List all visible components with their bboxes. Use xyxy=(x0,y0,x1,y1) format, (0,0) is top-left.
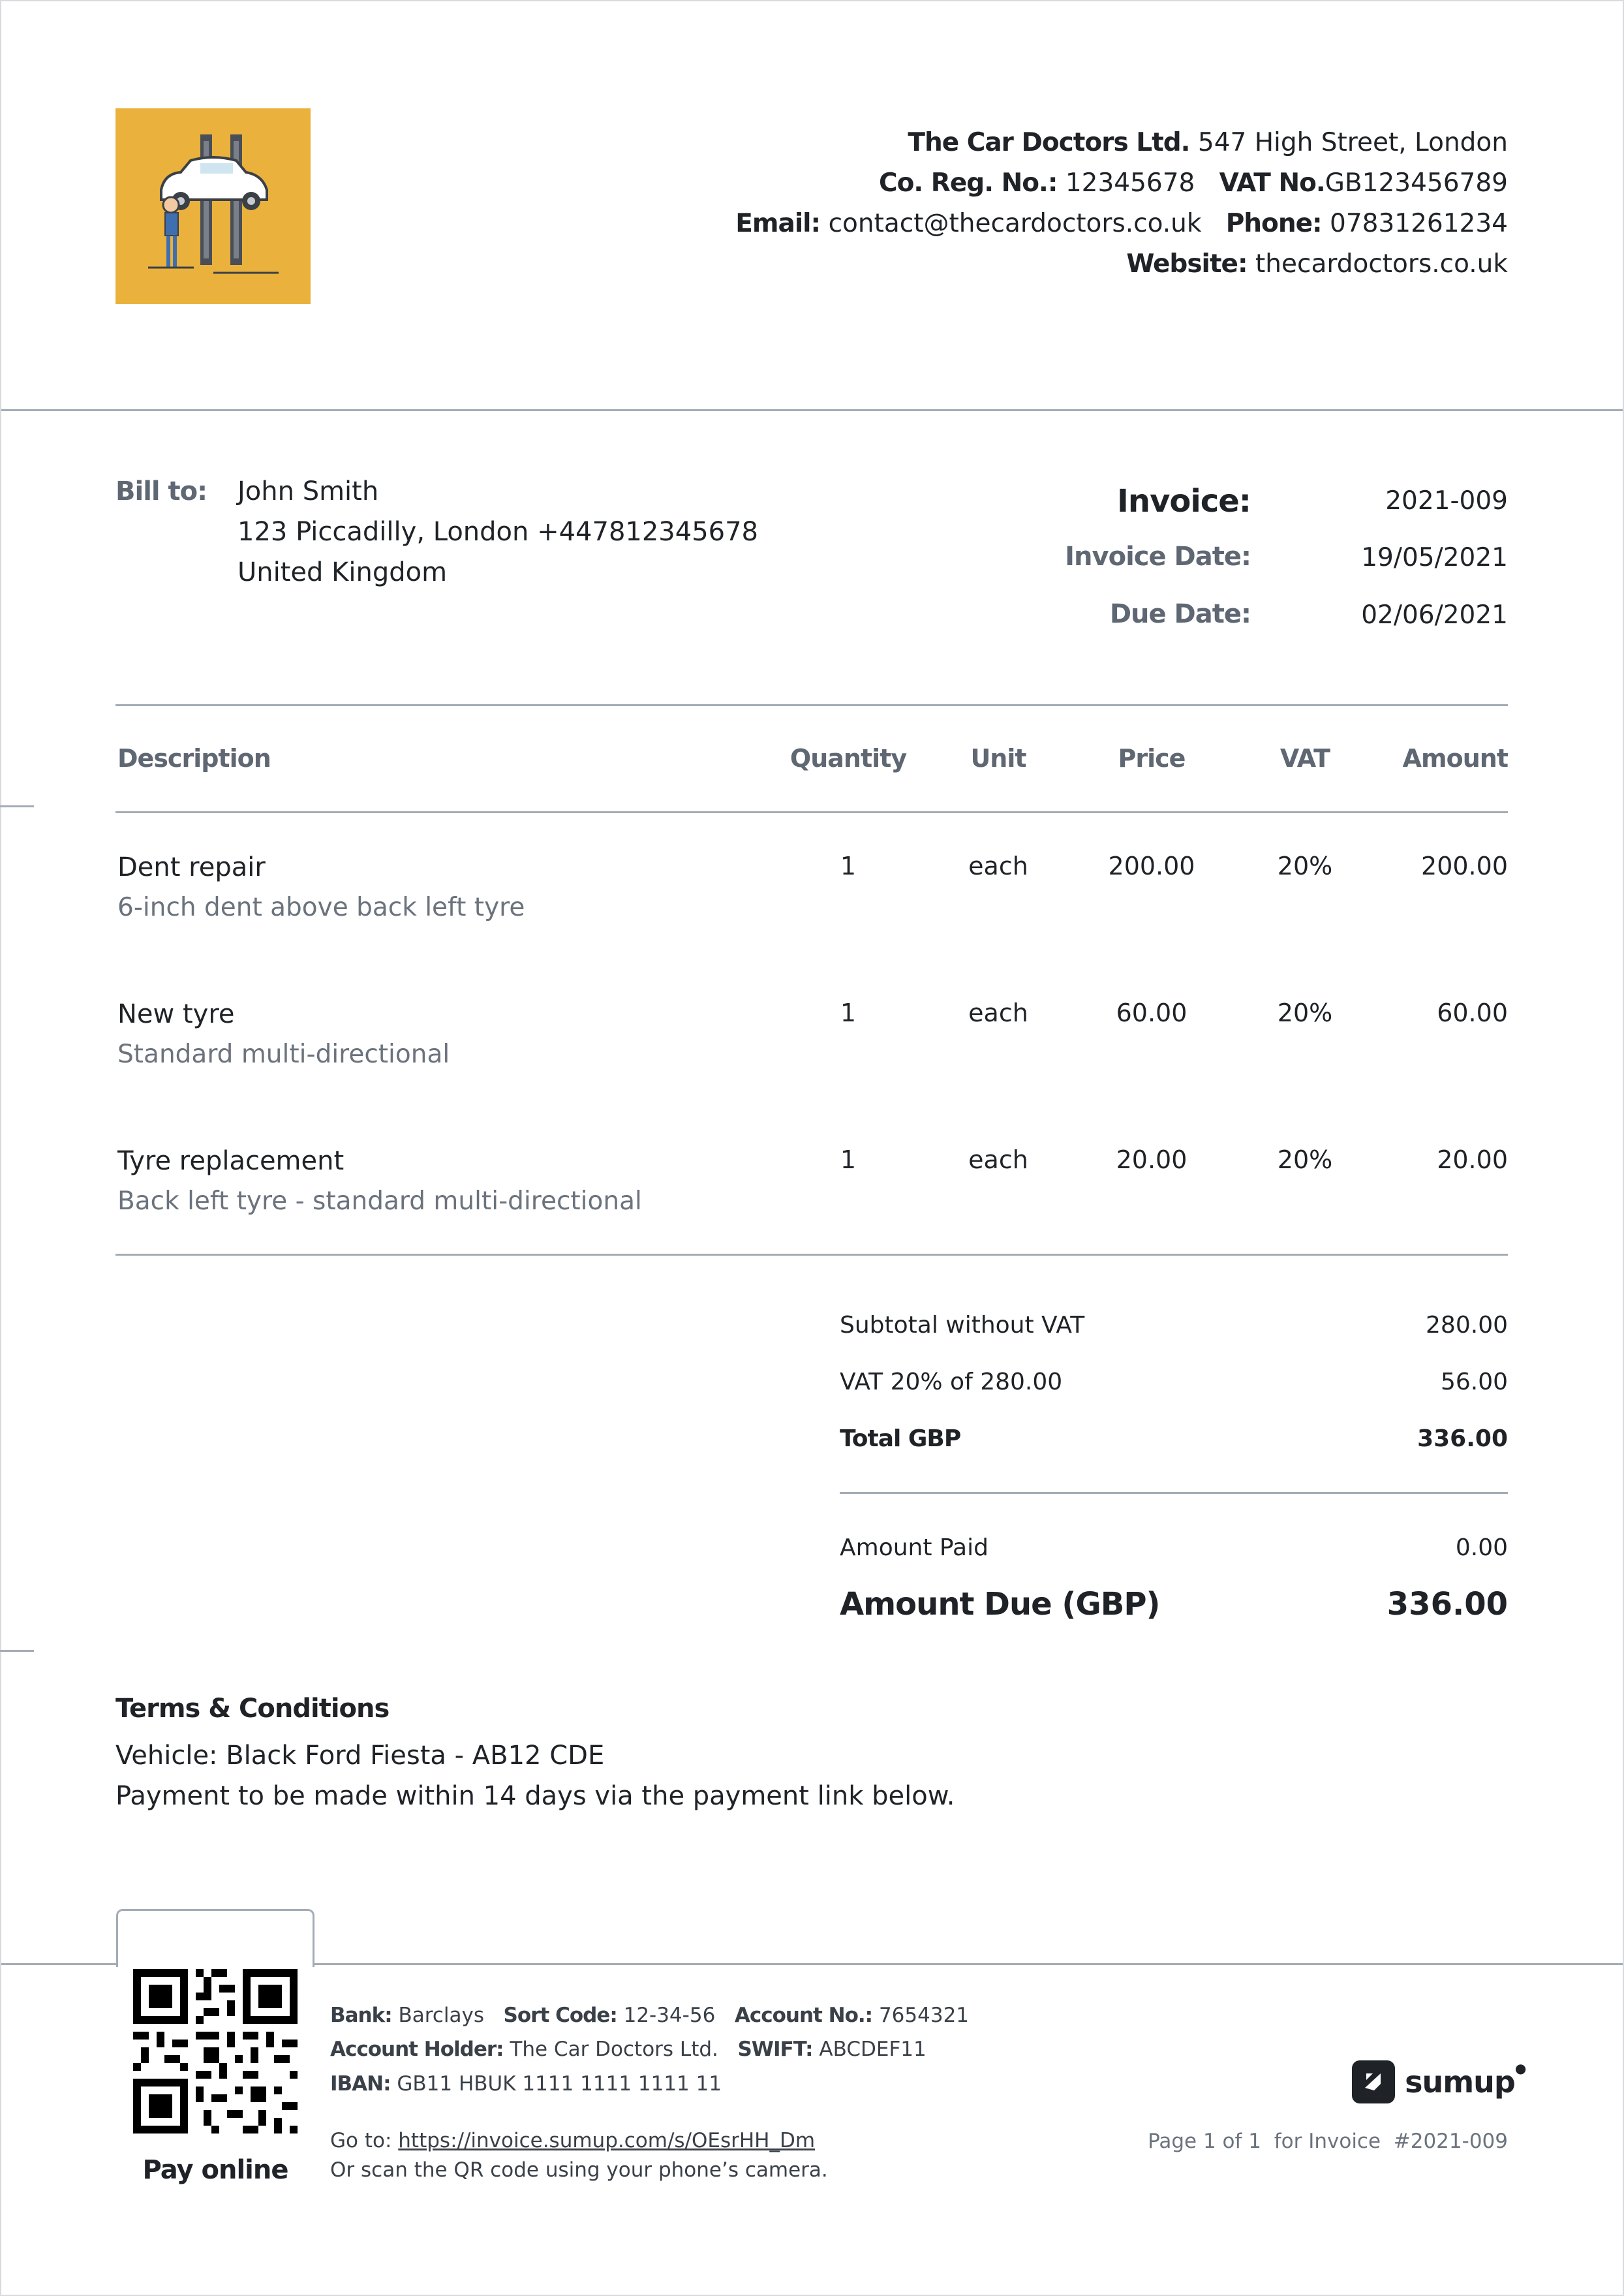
total-value: 336.00 xyxy=(1417,1425,1508,1452)
terms-line: Payment to be made within 14 days via the payment link below. xyxy=(115,1781,955,1811)
table-header-rule xyxy=(115,811,1508,813)
col-header-unit: Unit xyxy=(970,744,1026,773)
company-address: 547 High Street, London xyxy=(1197,128,1508,157)
row-amount: 20.00 xyxy=(1437,1145,1508,1174)
terms-line: Vehicle: Black Ford Fiesta - AB12 CDE xyxy=(115,1741,605,1771)
account-holder-label: Account Holder: xyxy=(330,2038,504,2061)
company-logo xyxy=(115,108,311,304)
row-title: New tyre xyxy=(117,999,235,1029)
email-value[interactable]: contact@thecardoctors.co.uk xyxy=(828,209,1202,238)
invoice-date-label: Invoice Date: xyxy=(1065,542,1251,572)
row-vat: 20% xyxy=(1277,852,1333,880)
account-no-value: 7654321 xyxy=(878,2004,970,2027)
row-vat: 20% xyxy=(1277,999,1333,1027)
iban-value: GB11 HBUK 1111 1111 1111 11 xyxy=(397,2072,722,2096)
sumup-icon xyxy=(1352,2060,1395,2103)
bill-to-name: John Smith xyxy=(237,476,379,506)
row-vat: 20% xyxy=(1277,1145,1333,1174)
vat-no-value: GB123456789 xyxy=(1325,168,1508,198)
account-no-label: Account No.: xyxy=(734,2004,873,2027)
phone-label: Phone: xyxy=(1225,209,1322,238)
table-bottom-rule xyxy=(115,1254,1508,1256)
table-top-rule xyxy=(115,704,1508,706)
registered-mark: ● xyxy=(1514,2060,1527,2076)
account-holder-value: The Car Doctors Ltd. xyxy=(510,2038,718,2061)
bank-value: Barclays xyxy=(398,2004,484,2027)
row-amount: 200.00 xyxy=(1421,852,1508,880)
subtotal-label: Subtotal without VAT xyxy=(840,1312,1085,1339)
amount-paid-label: Amount Paid xyxy=(840,1534,988,1561)
payment-link-line xyxy=(330,2129,815,2152)
row-amount: 60.00 xyxy=(1437,999,1508,1027)
header-divider xyxy=(1,409,1623,411)
qr-tab-gap xyxy=(118,1962,313,1966)
company-reg-line xyxy=(879,168,1508,198)
holder-details-line xyxy=(330,2038,927,2061)
sort-code-value: 12-34-56 xyxy=(623,2004,716,2027)
bank-details-line xyxy=(330,2004,969,2027)
company-name: The Car Doctors Ltd. xyxy=(908,128,1190,157)
row-quantity: 1 xyxy=(840,1145,857,1174)
iban-label: IBAN: xyxy=(330,2072,391,2096)
row-subtitle: 6-inch dent above back left tyre xyxy=(117,893,525,922)
bill-to-address: 123 Piccadilly, London +447812345678 xyxy=(237,517,758,547)
terms-heading: Terms & Conditions xyxy=(115,1694,390,1724)
totals-rule xyxy=(840,1492,1508,1494)
company-contact-line xyxy=(735,209,1508,238)
reg-label: Co. Reg. No.: xyxy=(879,168,1058,198)
page-footer xyxy=(1084,2130,1508,2153)
company-name-line xyxy=(908,128,1508,157)
sort-code-label: Sort Code: xyxy=(503,2004,617,2027)
vat-no-label: VAT No. xyxy=(1219,168,1325,198)
amount-due-value: 336.00 xyxy=(1387,1586,1508,1622)
website-label: Website: xyxy=(1126,249,1248,279)
col-header-quantity: Quantity xyxy=(789,744,907,773)
amount-paid-value: 0.00 xyxy=(1455,1534,1508,1561)
invoice-number-label: Invoice: xyxy=(1117,483,1251,520)
total-label: Total GBP xyxy=(840,1425,961,1452)
vat-total-label: VAT 20% of 280.00 xyxy=(840,1369,1063,1395)
row-subtitle: Back left tyre - standard multi-directional xyxy=(117,1187,642,1216)
bill-to-label: Bill to: xyxy=(115,476,207,506)
col-header-amount: Amount xyxy=(1402,744,1508,773)
row-price: 20.00 xyxy=(1116,1145,1187,1174)
sumup-brand: sumup xyxy=(1405,2064,1515,2100)
sumup-logo xyxy=(1352,2060,1526,2103)
subtotal-value: 280.00 xyxy=(1426,1312,1508,1339)
row-subtitle: Standard multi-directional xyxy=(117,1040,450,1069)
row-price: 60.00 xyxy=(1116,999,1187,1027)
bank-label: Bank: xyxy=(330,2004,392,2027)
reg-value: 12345678 xyxy=(1065,168,1195,198)
company-website-line xyxy=(1126,249,1508,279)
due-date-label: Due Date: xyxy=(1109,599,1251,629)
for-invoice-label: for Invoice xyxy=(1274,2130,1381,2153)
page-indicator: Page 1 of 1 xyxy=(1148,2130,1262,2153)
iban-line xyxy=(330,2072,722,2096)
invoice-reference: #2021-009 xyxy=(1393,2130,1508,2153)
col-header-vat: VAT xyxy=(1279,744,1330,773)
car-lift-illustration-icon xyxy=(115,108,311,304)
row-quantity: 1 xyxy=(840,999,857,1027)
website-value[interactable]: thecardoctors.co.uk xyxy=(1255,249,1508,279)
scan-instruction: Or scan the QR code using your phone’s camera. xyxy=(330,2158,828,2182)
goto-label: Go to: xyxy=(330,2129,392,2152)
qr-tab xyxy=(116,1909,314,1967)
bill-to-country: United Kingdom xyxy=(237,557,448,587)
swift-label: SWIFT: xyxy=(737,2038,813,2061)
email-label: Email: xyxy=(735,209,821,238)
payment-link[interactable]: https://invoice.sumup.com/s/OEsrHH_Dm xyxy=(398,2129,816,2152)
row-price: 200.00 xyxy=(1108,852,1195,880)
col-header-description: Description xyxy=(117,744,271,773)
amount-due-label: Amount Due (GBP) xyxy=(840,1586,1160,1622)
swift-value: ABCDEF11 xyxy=(819,2038,927,2061)
invoice-number-value: 2021-009 xyxy=(1385,486,1508,516)
row-quantity: 1 xyxy=(840,852,857,880)
vat-total-value: 56.00 xyxy=(1440,1369,1508,1395)
payment-qr-code[interactable] xyxy=(133,1969,298,2133)
due-date-value: 02/06/2021 xyxy=(1361,600,1508,630)
phone-value[interactable]: 07831261234 xyxy=(1330,209,1508,238)
row-unit: each xyxy=(968,999,1028,1027)
fold-mark xyxy=(0,1650,34,1652)
row-unit: each xyxy=(968,852,1028,880)
row-unit: each xyxy=(968,1145,1028,1174)
row-title: Tyre replacement xyxy=(117,1146,345,1176)
row-title: Dent repair xyxy=(117,852,266,882)
col-header-price: Price xyxy=(1118,744,1186,773)
pay-online-label: Pay online xyxy=(142,2155,288,2185)
invoice-date-value: 19/05/2021 xyxy=(1361,543,1508,572)
fold-mark xyxy=(0,805,34,807)
